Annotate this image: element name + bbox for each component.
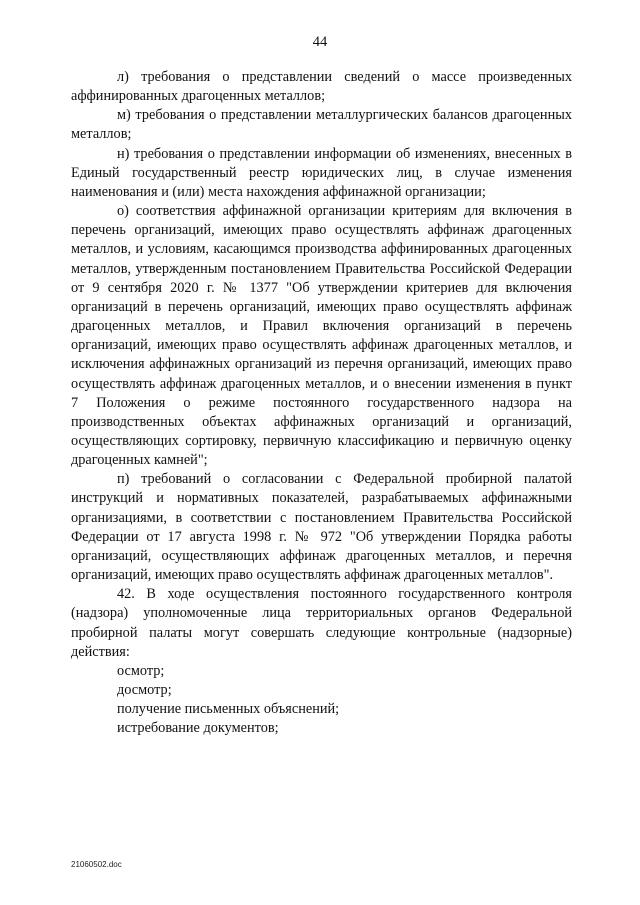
paragraph-l: л) требования о представлении сведений о массе произведенных аффинированных драгоценных металлов; (71, 69, 572, 105)
list-item-inspection: осмотр; (117, 662, 165, 679)
paragraph-42: 42. В ходе осуществления постоянного государственного контроля (надзора) уполномоченные лица территориальных органов Федеральной пробирной палаты могут совершать следующие контрольные (надзорные) действия: (71, 586, 572, 660)
paragraph-n: н) требования о представлении информации об изменениях, внесенных в Единый государственный реестр юридических лиц, в случае изменения наименования и (или) места нахождения аффинажной организации; (71, 145, 572, 200)
document-body (71, 68, 572, 738)
paragraph-p: п) требований о согласовании с Федеральной пробирной палатой инструкций и нормативных показателей, разрабатываемых аффинажными организациями, в соответствии с постановлением Правительства Российской Федерации от 17 августа 1998 г. № 972 "Об утверждении Порядка работы организаций, осуществляющих аффинаж драгоценных металлов, и перечня организаций, имеющих право осуществлять аффинаж драгоценных металлов". (71, 471, 572, 584)
list-item-document-request: истребование документов; (117, 720, 279, 737)
paragraph-o: о) соответствия аффинажной организации критериям для включения в перечень организаций, имеющих право осуществлять аффинаж драгоценных металлов, и условиям, касающимся производства аффинированных драгоценных металлов, утвержденным постановлением Правительства Российской Федерации от 9 сентября 2020 г. № 1377 "Об утверждении критериев для включения организаций в перечень организаций, имеющих право осуществлять аффинаж драгоценных металлов, и Правил включения организаций в перечень организаций, имеющих право осуществлять аффинаж драгоценных металлов, и исключения аффинажных организаций из перечня организаций, имеющих право осуществлять аффинаж драгоценных металлов, и о внесении изменения в пункт 7 Положения о режиме постоянного государственного надзора на производственных объектах аффинажных организаций и организаций, осуществляющих сортировку, первичную классификацию и первичную оценку драгоценных камней"; (71, 203, 572, 469)
file-footer: 21060502.doc (71, 860, 122, 869)
list-item-search: досмотр; (117, 682, 172, 698)
page-number: 44 (312, 34, 328, 50)
list-item-written-explanations: получение письменных объяснений; (117, 701, 340, 718)
paragraph-m: м) требования о представлении металлургических балансов драгоценных металлов; (71, 107, 572, 143)
